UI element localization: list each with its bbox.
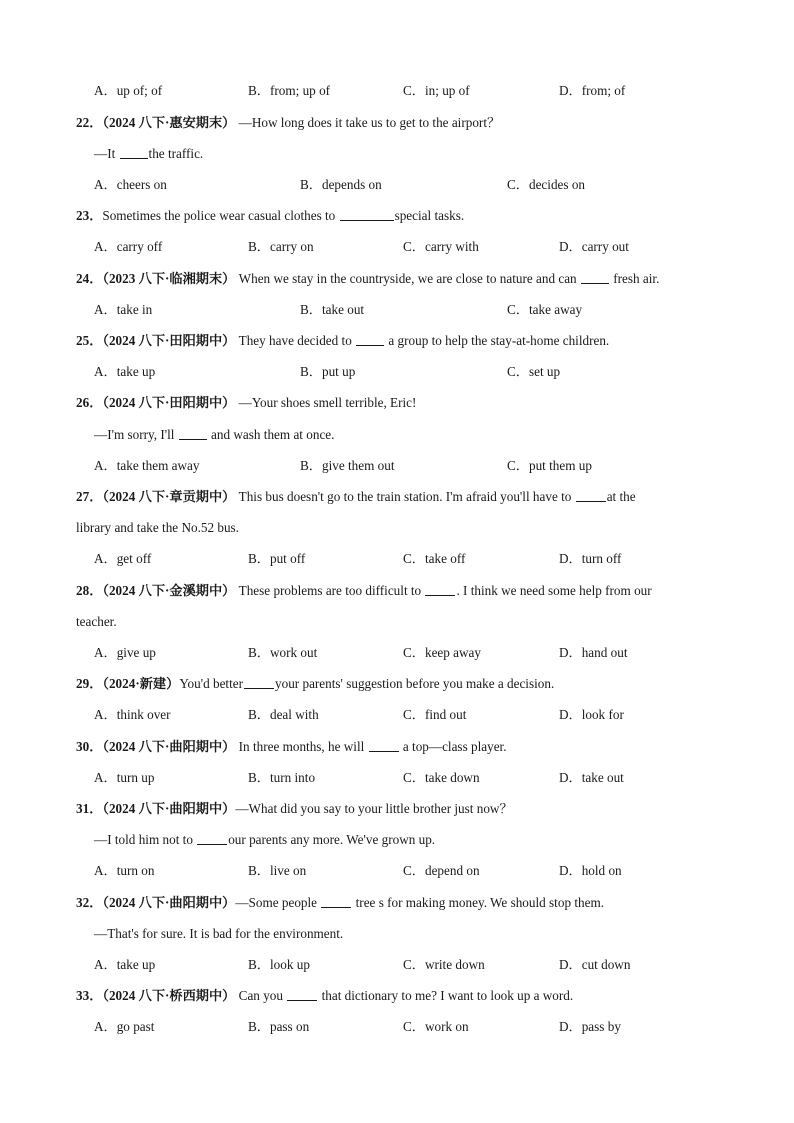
option-c[interactable]: C．set up <box>507 364 561 379</box>
carryover-options-row <box>0 81 794 101</box>
option-c[interactable]: C．work on <box>403 1019 469 1034</box>
answer-line-start: —I told him not to <box>94 832 197 847</box>
option-b[interactable]: B．live on <box>248 863 307 878</box>
question-stem-start: This bus doesn't go to the train station. I'm afraid you'll have to <box>238 489 575 504</box>
question-source: （2024 八下·曲阳期中） <box>102 801 236 816</box>
option-b[interactable]: B．pass on <box>248 1019 310 1034</box>
option-a[interactable]: A．think over <box>94 707 171 722</box>
option-d[interactable]: D．from; of <box>559 83 626 98</box>
option-c[interactable]: C．keep away <box>403 645 481 660</box>
question-stem-continuation: teacher. <box>76 614 117 629</box>
option-d[interactable]: D．turn off <box>559 551 622 566</box>
option-b[interactable]: B．turn into <box>248 770 316 785</box>
answer-blank[interactable] <box>425 582 455 596</box>
question-stem-end: . I think we need some help from our <box>456 583 652 598</box>
question-26 <box>0 393 794 413</box>
question-stem-start: They have decided to <box>238 333 356 348</box>
question-stem-continuation: library and take the No.52 bus. <box>76 520 239 535</box>
answer-blank[interactable] <box>197 831 227 845</box>
question-number: 26． <box>76 395 103 410</box>
question-27-options <box>0 549 794 569</box>
question-stem-start: —Some people <box>235 895 321 910</box>
question-22-line2 <box>0 144 794 164</box>
option-c[interactable]: C．put them up <box>507 458 592 473</box>
question-stem-start: Sometimes the police wear casual clothes to <box>102 208 339 223</box>
question-stem-start: In three months, he will <box>238 739 368 754</box>
option-a[interactable]: A．get off <box>94 551 152 566</box>
question-31-line2 <box>0 830 794 850</box>
answer-line-start: —I'm sorry, I'll <box>94 427 178 442</box>
question-24-options <box>0 300 794 320</box>
answer-line-end: and wash them at once. <box>207 427 335 442</box>
question-33-options <box>0 1017 794 1037</box>
question-source: （2024 八下·金溪期中） <box>102 583 236 598</box>
option-b[interactable]: B．take out <box>300 302 365 317</box>
answer-blank[interactable] <box>581 270 609 284</box>
answer-blank[interactable] <box>356 332 384 346</box>
question-source: （2024 八下·曲阳期中） <box>102 739 236 754</box>
question-23-options <box>0 237 794 257</box>
question-28-options <box>0 643 794 663</box>
question-number: 31． <box>76 801 103 816</box>
answer-blank[interactable] <box>369 738 399 752</box>
answer-line-start: —It <box>94 146 119 161</box>
question-stem-start: When we stay in the countryside, we are close to nature and can <box>238 271 580 286</box>
option-b[interactable]: B．look up <box>248 957 310 972</box>
answer-blank[interactable] <box>179 426 207 440</box>
option-b[interactable]: B．carry on <box>248 239 314 254</box>
question-number: 24． <box>76 271 103 286</box>
option-b[interactable]: B．deal with <box>248 707 319 722</box>
question-27 <box>0 487 794 507</box>
question-26-line2 <box>0 425 794 445</box>
option-c[interactable]: C．in; up of <box>403 83 470 98</box>
question-25 <box>0 331 794 351</box>
question-source: （2024·新建） <box>102 676 180 691</box>
option-d[interactable]: D．pass by <box>559 1019 621 1034</box>
question-stem-end: a top—class player. <box>399 739 507 754</box>
answer-blank[interactable] <box>321 894 351 908</box>
option-b[interactable]: B．give them out <box>300 458 395 473</box>
question-stem-end: your parents' suggestion before you make a decision. <box>275 676 555 691</box>
question-source: （2023 八下·临湘期末） <box>102 271 236 286</box>
question-number: 25． <box>76 333 103 348</box>
option-d[interactable]: D．cut down <box>559 957 631 972</box>
question-source: （2024 八下·田阳期中） <box>102 395 236 410</box>
question-stem-start: These problems are too difficult to <box>238 583 425 598</box>
question-source: （2024 八下·曲阳期中） <box>102 895 236 910</box>
question-stem-end: tree s for making money. We should stop them. <box>352 895 604 910</box>
option-a[interactable]: A．take in <box>94 302 153 317</box>
question-stem-end: special tasks. <box>394 208 465 223</box>
option-c[interactable]: C．take down <box>403 770 480 785</box>
question-29-options <box>0 705 794 725</box>
answer-blank[interactable] <box>340 207 394 221</box>
option-b[interactable]: B．from; up of <box>248 83 331 98</box>
option-a[interactable]: A．give up <box>94 645 156 660</box>
option-c[interactable]: C．depend on <box>403 863 480 878</box>
question-31 <box>0 799 794 819</box>
question-29 <box>0 674 794 694</box>
question-32-options <box>0 955 794 975</box>
answer-blank[interactable] <box>244 675 274 689</box>
question-28 <box>0 581 794 601</box>
question-source: （2024 八下·章贡期中） <box>102 489 236 504</box>
question-23 <box>0 206 794 226</box>
question-33 <box>0 986 794 1006</box>
question-number: 33． <box>76 988 103 1003</box>
question-25-options <box>0 362 794 382</box>
option-d[interactable]: D．take out <box>559 770 624 785</box>
answer-blank[interactable] <box>287 987 317 1001</box>
question-22-options <box>0 175 794 195</box>
question-26-options <box>0 456 794 476</box>
option-b[interactable]: B．put up <box>300 364 356 379</box>
answer-blank[interactable] <box>576 488 606 502</box>
question-31-options <box>0 861 794 881</box>
question-number: 32． <box>76 895 103 910</box>
option-c[interactable]: C．take away <box>507 302 583 317</box>
question-30 <box>0 737 794 757</box>
question-stem-end: that dictionary to me? I want to look up a word. <box>318 988 574 1003</box>
question-28-continuation <box>0 612 794 632</box>
option-c[interactable]: C．decides on <box>507 177 586 192</box>
option-c[interactable]: C．write down <box>403 957 485 972</box>
option-a[interactable]: A．carry off <box>94 239 163 254</box>
question-number: 22． <box>76 115 103 130</box>
option-b[interactable]: B．depends on <box>300 177 382 192</box>
question-24 <box>0 269 794 289</box>
question-number: 28． <box>76 583 103 598</box>
question-source: （2024 八下·桥西期中） <box>102 988 236 1003</box>
option-a[interactable]: A．up of; of <box>94 83 163 98</box>
question-22 <box>0 113 794 133</box>
option-b[interactable]: B．work out <box>248 645 318 660</box>
question-30-options <box>0 768 794 788</box>
question-number: 30． <box>76 739 103 754</box>
option-a[interactable]: A．turn on <box>94 863 155 878</box>
question-32 <box>0 893 794 913</box>
question-source: （2024 八下·惠安期末） <box>102 115 236 130</box>
answer-line: —That's for sure. It is bad for the environment. <box>94 926 344 941</box>
option-a[interactable]: A．take them away <box>94 458 200 473</box>
question-stem-end: a group to help the stay-at-home children. <box>385 333 610 348</box>
question-32-line2 <box>0 924 794 944</box>
option-d[interactable]: D．look for <box>559 707 624 722</box>
option-c[interactable]: C．carry with <box>403 239 479 254</box>
option-c[interactable]: C．find out <box>403 707 467 722</box>
question-stem-end: fresh air. <box>609 271 660 286</box>
question-number: 23． <box>76 208 103 223</box>
question-source: （2024 八下·田阳期中） <box>102 333 236 348</box>
question-stem-start: You'd better <box>179 676 243 691</box>
question-number: 27． <box>76 489 103 504</box>
question-stem-start: Can you <box>238 988 287 1003</box>
question-stem: —How long does it take us to get to the airport？ <box>238 115 501 130</box>
answer-line-end: the traffic. <box>148 146 204 161</box>
option-b[interactable]: B．put off <box>248 551 306 566</box>
option-d[interactable]: D．carry out <box>559 239 629 254</box>
option-c[interactable]: C．take off <box>403 551 466 566</box>
question-27-continuation <box>0 518 794 538</box>
question-stem-end: at the <box>606 489 636 504</box>
question-number: 29． <box>76 676 103 691</box>
question-stem: —Your shoes smell terrible, Eric! <box>238 395 417 410</box>
answer-blank[interactable] <box>120 145 148 159</box>
option-d[interactable]: D．hold on <box>559 863 622 878</box>
question-stem: —What did you say to your little brother just now？ <box>235 801 513 816</box>
answer-line-end: our parents any more. We've grown up. <box>228 832 436 847</box>
option-a[interactable]: A．take up <box>94 364 156 379</box>
option-a[interactable]: A．go past <box>94 1019 155 1034</box>
option-a[interactable]: A．take up <box>94 957 156 972</box>
option-d[interactable]: D．hand out <box>559 645 628 660</box>
option-a[interactable]: A．cheers on <box>94 177 167 192</box>
option-a[interactable]: A．turn up <box>94 770 155 785</box>
